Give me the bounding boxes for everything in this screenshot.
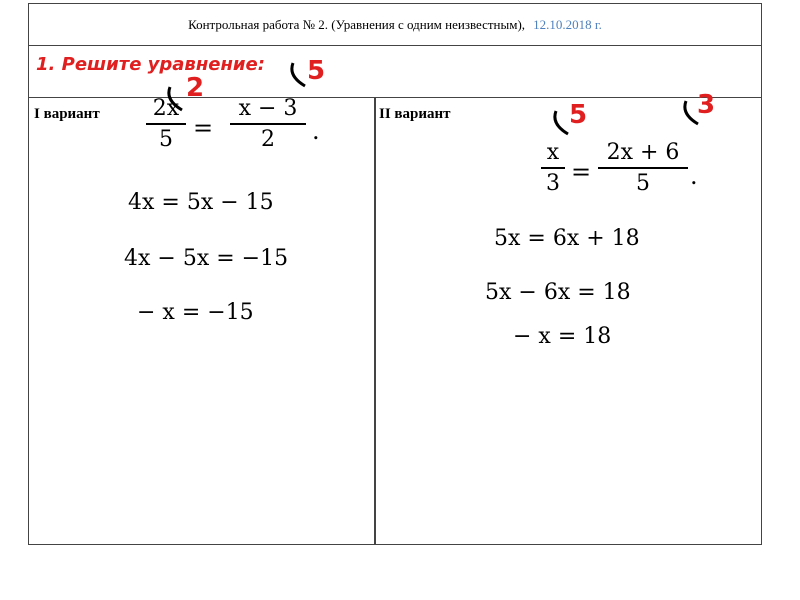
worksheet-table bbox=[28, 3, 762, 545]
v1-fraction-right bbox=[230, 96, 306, 152]
header-row bbox=[29, 4, 761, 46]
v1-step-2: 4x − 5x = −15 bbox=[124, 246, 289, 271]
v2-period: . bbox=[690, 162, 698, 190]
header-date: 12.10.2018 г. bbox=[533, 16, 602, 32]
v1-frac-right-num: x − 3 bbox=[238, 96, 298, 121]
v2-frac-left-den: 3 bbox=[546, 170, 560, 196]
variant1-label: I вариант bbox=[34, 106, 100, 122]
v1-step-1: 4x = 5x − 15 bbox=[128, 190, 274, 215]
v1-frac-left-num: 2x bbox=[152, 96, 180, 121]
v2-equals-sign: = bbox=[571, 158, 592, 186]
v2-step-1: 5x = 6x + 18 bbox=[494, 226, 640, 251]
v1-multiplier-arc-1 bbox=[164, 84, 186, 114]
v2-step-3: − x = 18 bbox=[513, 324, 612, 349]
column-divider bbox=[374, 98, 376, 544]
v2-frac-left-bar bbox=[541, 167, 565, 169]
task-title: 1. Решите уравнение: bbox=[36, 54, 265, 75]
v2-fraction-right bbox=[598, 140, 688, 196]
v1-frac-left-bar bbox=[146, 123, 186, 125]
v1-period: . bbox=[312, 117, 320, 145]
v1-step-3: − x = −15 bbox=[137, 300, 254, 325]
task-row bbox=[29, 46, 761, 98]
v1-frac-left-den: 5 bbox=[159, 126, 173, 152]
v2-frac-right-num: 2x + 6 bbox=[606, 140, 680, 165]
v1-multiplier-2: 5 bbox=[307, 56, 326, 86]
v2-frac-left-num: x bbox=[546, 140, 560, 165]
v1-frac-right-den: 2 bbox=[261, 126, 275, 152]
v1-multiplier-arc-2 bbox=[287, 60, 309, 90]
v1-equals-sign: = bbox=[193, 114, 214, 142]
header-title: Контрольная работа № 2. (Уравнения с одним неизвестным), bbox=[188, 16, 526, 32]
v2-multiplier-1: 5 bbox=[569, 100, 588, 130]
v1-multiplier-1: 2 bbox=[186, 73, 205, 103]
variant2-label: II вариант bbox=[379, 106, 451, 122]
v2-fraction-left bbox=[541, 140, 565, 196]
v1-frac-right-bar bbox=[230, 123, 306, 125]
v2-frac-right-den: 5 bbox=[636, 170, 650, 196]
v2-multiplier-2: 3 bbox=[697, 90, 716, 120]
v2-step-2: 5x − 6x = 18 bbox=[485, 280, 631, 305]
v2-frac-right-bar bbox=[598, 167, 688, 169]
